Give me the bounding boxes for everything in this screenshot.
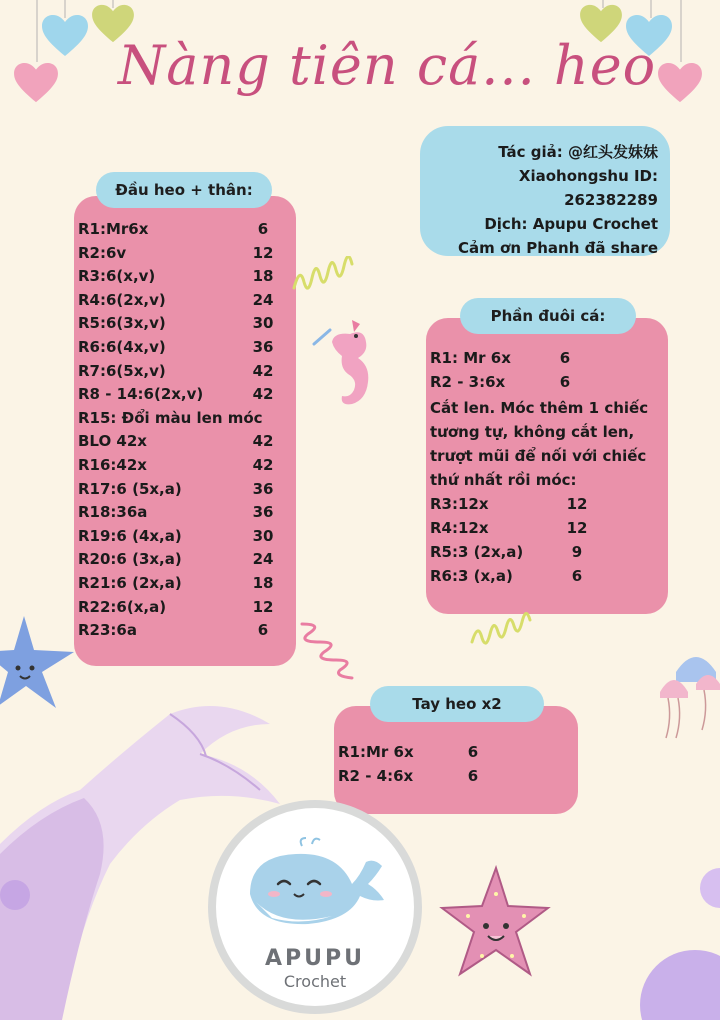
arms-box xyxy=(334,706,578,814)
jellyfish-icon xyxy=(656,644,720,754)
row-arm-rows xyxy=(338,740,488,764)
row-count: 30 xyxy=(252,314,274,333)
row-head-rows xyxy=(78,265,278,289)
row-label: R3:6(x,v) xyxy=(78,267,156,286)
row-count: 18 xyxy=(252,573,274,592)
row-count: 6 xyxy=(257,621,269,640)
row-label: R22:6(x,a) xyxy=(78,597,167,616)
row-head-rows xyxy=(78,312,278,336)
translator-line: Dịch: Apupu Crochet xyxy=(484,215,658,233)
row-count: 6 xyxy=(257,220,269,238)
logo-sub: Crochet xyxy=(283,972,347,991)
row-label: R17:6 (5x,a) xyxy=(78,479,182,498)
row-tail-rows-top xyxy=(430,346,580,370)
row-count: 24 xyxy=(252,550,274,569)
row-label: R21:6 (2x,a) xyxy=(78,573,182,592)
row-label: R2:6v xyxy=(78,243,127,262)
row-label: R16:42x xyxy=(78,455,147,474)
row-head-rows xyxy=(78,596,278,620)
row-label: R23:6a xyxy=(78,621,137,640)
row-count: 6 xyxy=(571,567,583,585)
tail-note: Cắt len. Móc thêm 1 chiếc tương tự, không cắt len, trượt mũi để nối với chiếc thứ nhất rồi móc: xyxy=(430,399,649,489)
row-count: 6 xyxy=(559,373,571,391)
row-tail-rows-bottom xyxy=(430,516,592,540)
row-label: R19:6 (4x,a) xyxy=(78,526,182,545)
tail-heading: Phần đuôi cá: xyxy=(460,298,636,334)
row-head-rows xyxy=(78,336,278,360)
row-tail-rows-top xyxy=(430,370,580,394)
row-count: 42 xyxy=(252,385,274,404)
tail-rows-bottom xyxy=(430,492,592,588)
row-tail-rows-bottom xyxy=(430,492,592,516)
head-body-heading: Đầu heo + thân: xyxy=(96,172,272,208)
row-label: R2 - 4:6x xyxy=(338,767,414,785)
row-count: 18 xyxy=(252,267,274,286)
row-label: R3:12x xyxy=(430,495,489,513)
row-label: R6:3 (x,a) xyxy=(430,567,513,585)
heart-string xyxy=(36,0,38,62)
seahorse-icon xyxy=(312,318,388,410)
row-head-rows xyxy=(78,407,278,431)
row-count: 36 xyxy=(252,337,274,356)
row-tail-rows-bottom xyxy=(430,540,592,564)
arms-rows xyxy=(338,740,488,788)
row-count: 30 xyxy=(252,526,274,545)
row-head-rows xyxy=(78,525,278,549)
row-head-rows xyxy=(78,501,278,525)
row-label: R4:6(2x,v) xyxy=(78,290,166,309)
page-title: Nàng tiên cá... heo xyxy=(118,34,657,97)
row-head-rows xyxy=(78,454,278,478)
bubble xyxy=(700,868,720,908)
row-label: R1:Mr 6x xyxy=(338,743,414,761)
xiaohongshu-id-line: Xiaohongshu ID: 262382289 xyxy=(518,167,658,209)
row-count: 6 xyxy=(559,349,571,367)
row-count: 42 xyxy=(252,361,274,380)
arms-heading: Tay heo x2 xyxy=(370,686,544,722)
tail-rows-top xyxy=(430,346,580,394)
row-label: BLO 42x xyxy=(78,432,147,451)
row-label: R6:6(4x,v) xyxy=(78,337,166,356)
row-label: R7:6(5x,v) xyxy=(78,361,166,380)
row-label: R5:6(3x,v) xyxy=(78,314,166,333)
bubble xyxy=(0,880,30,910)
row-count: 12 xyxy=(252,243,274,262)
bubble xyxy=(640,950,720,1020)
row-head-rows xyxy=(78,360,278,384)
row-tail-rows-bottom xyxy=(430,564,592,588)
row-count: 6 xyxy=(467,767,479,785)
spring-icon xyxy=(290,256,362,292)
row-count: 36 xyxy=(252,503,274,522)
row-label: R4:12x xyxy=(430,519,489,537)
row-label: R1: Mr 6x xyxy=(430,349,511,367)
tail-content xyxy=(430,346,652,588)
row-head-rows xyxy=(78,572,278,596)
logo-name: APUPU xyxy=(264,946,365,971)
spring-icon xyxy=(468,612,546,648)
row-head-rows xyxy=(78,289,278,313)
row-head-rows xyxy=(78,548,278,572)
row-label: R15: Đổi màu len móc xyxy=(78,408,263,427)
row-count xyxy=(263,407,293,431)
row-count: 6 xyxy=(467,743,479,761)
row-label: R1:Mr6x xyxy=(78,220,149,238)
row-head-rows xyxy=(78,430,278,454)
row-label: R2 - 3:6x xyxy=(430,373,506,391)
spring-icon xyxy=(298,620,356,682)
row-label: R20:6 (3x,a) xyxy=(78,550,182,569)
thanks-line: Cảm ơn Phanh đã share xyxy=(458,239,658,257)
whale-icon xyxy=(242,836,392,932)
tail-box xyxy=(426,318,668,614)
author-line: Tác giả: @红头发妹妹 xyxy=(498,143,658,161)
row-head-rows xyxy=(78,242,278,266)
author-info-box xyxy=(420,126,670,256)
row-count: 12 xyxy=(566,495,588,513)
row-count: 36 xyxy=(252,479,274,498)
head-body-box xyxy=(74,196,296,666)
row-head-rows xyxy=(78,383,278,407)
row-count: 12 xyxy=(252,597,274,616)
apupu-logo xyxy=(208,800,422,1014)
heart-icon xyxy=(656,62,704,104)
starfish-icon xyxy=(438,864,552,980)
heart-string xyxy=(680,0,682,62)
heart-icon xyxy=(40,14,90,58)
row-head-rows xyxy=(78,619,278,643)
row-count: 42 xyxy=(252,432,274,451)
row-count: 12 xyxy=(566,519,588,537)
row-label: R8 - 14:6(2x,v) xyxy=(78,385,204,404)
row-label: R18:36a xyxy=(78,503,148,522)
heart-icon xyxy=(12,62,60,104)
row-head-rows xyxy=(78,478,278,502)
row-count: 42 xyxy=(252,455,274,474)
row-head-rows xyxy=(78,218,278,242)
row-arm-rows xyxy=(338,764,488,788)
head-body-rows xyxy=(78,218,278,643)
row-count: 9 xyxy=(571,543,583,561)
row-label: R5:3 (2x,a) xyxy=(430,543,524,561)
row-count: 24 xyxy=(252,290,274,309)
